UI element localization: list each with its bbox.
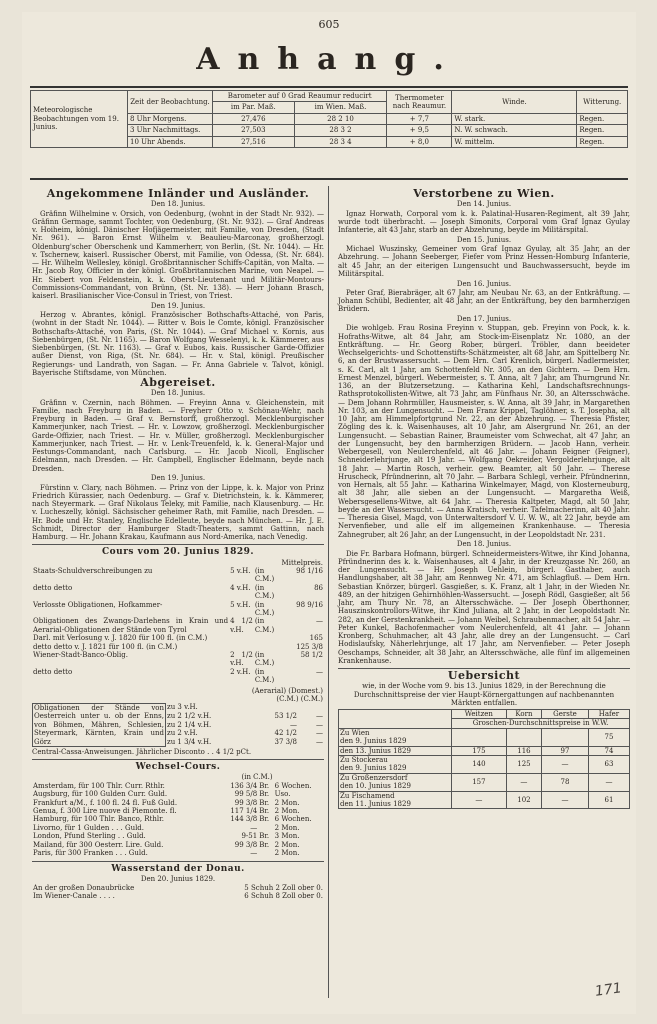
weather-rule: [30, 178, 628, 180]
arrivals-text: Gräfinn Wilhelmine v. Orsich, von Oedenburg, (wohnt in der Stadt Nr. 932). — Gräfinn Germage, sammt Tochter, von Oedenburg, (St. Nr. 932). — Graf Andreas v. Hoiheim, königl. Dänischer Hofjägermeister, mit Familie, von Dresden, (Stadt Nr. 961). — Baron Ernst Wilhelm v. Beaulieu-Marconay, großherzogl. Oldenburg'scher Oberschenk und Kammerherr, von Berlin, (St. Nr. 1044). — Hr. v. Tschernew, kaiserl. Russischer Oberst, mit Familie, von Odessa, (St. Nr. 684). — Hr. Wilhelm Wellesley, königl. Großbritannischer Schiffs-Capitän, von Malta. — Hr. Jacob Roy, Officier in der königl. Großbritannischen Marine, von Neapel. — Hr. Siebert von Feldenstein, k. k. Oberst-Lieutenant und Militär-Montours-Commissions-Commandant, von Brünn, (St. Nr. 138). — Herr Johann Brasch, kaiserl. Brasilianischer Vice-Consul in Triest, von Triest.: [32, 209, 324, 300]
overview-text: wie, in der Woche vom 9. bis 13. Junius 1829, in der Berechnung die Durchschnittspreise der vier Haupt-Körnergattungen auf nachbenannten Märkten entfallen.: [353, 682, 615, 707]
weather-row: 8 Uhr Morgens. 27,476 28 2 10 + 7,7 W. stark. Regen.: [31, 113, 628, 124]
column-divider: [328, 186, 329, 998]
wechsel-row: Amsterdam, für 100 Thlr. Curr. Rthlr. 136 3/4 Br. 6 Wochen.: [33, 781, 312, 790]
overview-row: Zu Stockerau den 9. Junius 1829 140 125 — 63: [339, 756, 630, 774]
wechsel-row: Paris, für 300 Franken . . . Guld. — 2 Mon.: [33, 849, 300, 858]
overview-row: Zu Wien den 9. Junius 1829 75: [339, 728, 630, 746]
wechsel-row: London, Pfund Sterling . . Guld. 9-51 Br. 3 Mon.: [33, 832, 300, 841]
course-row: Staats-Schuldverschreibungen zu 5 v.H. (in C.M.) 98 1/16: [33, 566, 323, 584]
page-number: 605: [318, 18, 340, 31]
stands-row: zu 1 3/4 v.H. 37 3/8 —: [167, 737, 323, 746]
wechsel-table: (in C.M.) Amsterdam, für 100 Thlr. Curr. Rthlr. 136 3/4 Br. 6 Wochen. Augsburg, für 100 Gulden Curr. Guld. 99 5/8 Br. Uso. Frankfurt a/M., f. 100 fl. 24 fl. Fuß Guld. 99 3/8 Br. 2 Mon. Genua, f. 300 Lire nuove di Piemonte. fl. 117 1/4 Br. 2 Mon. Hamburg, für 100 Thlr. Banco, Rthlr. 144 3/8 Br. 6 Wochen. Livorno, für 1 Gulden . . . Guld. — 2 Mon. London, Pfund Sterling . . Guld. 9-51 Br. 3 Mon. Mailand, für 300 Oesterr. Lire. Guld. 99 3/8 Br. 2 Mon. Paris, für 300 Franken . . . Guld. — 2 Mon.: [32, 773, 324, 857]
section-rule: [32, 759, 324, 760]
title-rule: [30, 86, 628, 88]
stands-row: zu 2 v.H. 42 1/2 —: [167, 729, 323, 738]
departures-title: Abgereiset.: [140, 376, 216, 389]
stands-row: Obligationen der Stände von Oesterreich unter u. ob der Enns, von Böhmen, Mähren, Schlesien, Steyermark, Kärnten, Krain und Görz zu 3 v.H.: [34, 703, 198, 746]
right-column: [338, 188, 630, 809]
deaths-date: Den 16. Junius.: [456, 279, 512, 288]
course-table: Mittelpreis. Staats-Schuldverschreibungen zu 5 v.H. (in C.M.) 98 1/16 detto detto 4 v.H. (in C.M.) 86 Verlosste Obligationen, Hofkammer- 5 v.H. (in C.M.) 98 9/16 Obligationen des Zwangs-Darlehens in Krain und Aerarial-Obligationen der Stände von Tyrol 4 1/2 v.H. (in C.M.) — Darl. mit Verlosung v. J. 1820 für 100 fl. (in C.M.) 165 detto detto v. J. 1821 für 100 fl. (in C.M.) 125 3/8 Wiener-Stadt-Banco-Oblig. 2 1/2 v.H. (in C.M.) 58 1/2 detto detto 2 v.H. (in C.M.) —: [33, 558, 323, 685]
newspaper-page: [22, 12, 636, 1014]
weather-h-wind: Winde.: [452, 91, 577, 114]
water-table: [32, 884, 324, 901]
deaths-title: Verstorbene zu Wien.: [413, 187, 555, 200]
course-row: Verlosste Obligationen, Hofkammer- 5 v.H. (in C.M.) 98 9/16: [33, 600, 323, 617]
stands-row: zu 2 1/4 v.H. — —: [167, 720, 323, 729]
departures-text: Gräfinn v. Czernin, nach Böhmen. — Freyinn Anna v. Gleichenstein, mit Familie, nach Freyburg in Baden. — Freyherr Otto v. Schönau-Wehr, nach Freyburg in Baden. — Graf v. Bernstorff, großherzogl. Mecklenburgischer Kammerjunker, nach Triest. — Hr. v. Lowzow, großherzogl. Mecklenburgischer Garde-Offizier, nach Triest. — Hr. v. Müller, großherzogl. Mecklenburgischer Kammerjunker, nach Triest. — Hr. v. Lenk-Treuenfeld, k. k. General-Major und Festungs-Commandant, nach Carlsburg. — Hr. Jacob Nicoll, Englischer Edelmann, nach Dresden. — Hr. Campbell, Englischer Edelmann, beyde nach Dresden.: [32, 398, 324, 473]
arrivals-date: Den 19. Junius.: [150, 301, 206, 310]
archive-stamp: 171: [594, 980, 623, 1000]
water-row: An der großen Donaubrücke 5 Schuh 2 Zoll ober 0.: [33, 884, 323, 892]
overview-h: Korn: [506, 710, 541, 719]
course-title: Cours vom 20. Junius 1829.: [101, 547, 255, 558]
course-row: detto detto v. J. 1821 für 100 fl. (in C.M.) 125 3/8: [33, 642, 323, 651]
water-row: Im Wiener-Canale . . . . 6 Schuh 8 Zoll ober 0.: [33, 892, 323, 901]
wechsel-row: Augsburg, für 100 Gulden Curr. Guld. 99 5/8 Br. Uso.: [33, 790, 291, 799]
arrivals-date: Den 18. Junius.: [150, 200, 206, 209]
wechsel-row: Livorno, für 1 Gulden . . . Guld. — 2 Mon.: [33, 823, 300, 832]
departures-date: Den 18. Junius.: [150, 389, 206, 398]
deaths-text: Ignaz Horwath, Corporal vom k. k. Palatinal-Husaren-Regiment, alt 39 Jahr, wurde todt überbracht. — Joseph Simonits, Corporal vom Graf Ignaz Gyulay Infanterie, alt 43 Jahr, starb an der Abzehrung, beyde im Militärspital.: [338, 209, 630, 234]
weather-h-wien: im Wien. Maß.: [294, 102, 387, 113]
page-title: Anhang.: [196, 42, 462, 77]
weather-h-weather: Witterung.: [577, 91, 628, 114]
course-row: detto detto 2 v.H. (in C.M.) —: [33, 667, 323, 685]
wechsel-row: Mailand, für 300 Oesterr. Lire. Guld. 99 3/8 Br. 2 Mon.: [33, 840, 300, 849]
weather-h-par: im Par. Maß.: [213, 102, 295, 113]
overview-h: Weitzen: [452, 710, 507, 719]
deaths-date: Den 18. Junius.: [456, 540, 512, 549]
deaths-date: Den 15. Junius.: [456, 235, 512, 244]
deaths-date: Den 17. Junius.: [456, 315, 512, 323]
weather-table: [30, 90, 628, 148]
deaths-text: Die Fr. Barbara Hofmann, bürgerl. Schneidermeisters-Witwe, ihr Kind Johanna, Pfründnerinn des k. k. Waisenhauses, alt 4 Jahr, in der Kreuzgasse Nr. 260, an der Lungensucht. — Hr. Joseph Uehlein, bürgerl. Gasthaber, auch Handlungshaber, alt 38 Jahr, am Rennweg Nr. 471, am Schlagfluß. — Dem Hrn. Sebastian Knörzer, bürgerl. Gasgießer, s. K. Franz, alt 1 Jahr, in der Wieden Nr. 489, an der hitzigen Gehirnhöhlen-Wassersucht. — Joseph Rödl, Gasgießer, alt 56 Jahr, am Thury Nr. 78, an Altersschwäche. — Der Joseph Oberthonner, Hauszinskontrollors-Witwe, ihr Kind Juliana, alt 2 Jahr, in der Leopoldstadt Nr. 282, an der Gerstenkrankheit. — Johann Weibel, Schraubenmacher, alt 54 Jahr. — Peter Kunkel, Bachofenmacher vom Neulerchenfeld, alt 41 Jahr. — Johann Kronberg, Schuhmacher, alt 43 Jahr, alle drey an der Lungensucht. — Carl Hodislaufsky, Näherlehrjunge, alt 17 Jahr, am Nervenfieber. — Peter Joseph Oeschamps, Schneider, alt 38 Jahr, an Altersschwäche, alle fünf im allgemeinen Krankenhause.: [338, 549, 630, 665]
central-cassa: Central-Cassa-Anweisungen. Jährlicher Disconto . . 4 1/2 pCt.: [32, 747, 252, 756]
deaths-text: Michael Wuszinsky, Gemeiner vom Graf Ignaz Gyulay, alt 35 Jahr, an der Abzehrung. — Johann Seeberger, Fiefer vom Prinz Hessen-Homburg Infanterie, alt 45 Jahr, an der eiterigen Lungensucht und Bauchwassersucht, beyde im Militärspital.: [338, 245, 630, 278]
wechsel-row: Hamburg, für 100 Thlr. Banco, Rthlr. 144 3/8 Br. 6 Wochen.: [33, 815, 312, 824]
overview-title: Uebersicht: [447, 669, 521, 682]
arrivals-text: Herzog v. Abrantes, königl. Französischer Bothschafts-Attaché, von Paris, (wohnt in der Stadt Nr. 1044). — Ritter v. Bois le Comte, königl. Französischer Bothschafts-Attaché, von Paris, (St. Nr. 1044). — Graf Michael v. Kornis, aus Siebenbürgen, (St. Nr. 1165). — Baron Wolfgang Wesselenyi, k. k. Kämmerer, aus Siebenbürgen, (St. Nr. 1163). — Graf v. Eubos, kais. Russischer Garde-Offizier außer Dienst, von Riga, (St. Nr. 684). — Hr. v. Stal, königl. Preußischer Regierungs- und Landrath, von Sagan. — Fr. Anna Gabriele v. Talvot, königl. Bayerische Stiftsdame, von München.: [32, 311, 324, 377]
wechsel-title: Wechsel-Cours.: [135, 762, 221, 773]
overview-row: den 13. Junius 1829 175 116 97 74: [339, 746, 630, 755]
water-date: Den 20. Junius 1829.: [140, 874, 216, 883]
overview-table: [338, 709, 630, 809]
weather-h-baro: Barometer auf 0 Grad Reaumur reducirt: [213, 91, 387, 102]
section-rule: [32, 544, 324, 545]
course-row: Wiener-Stadt-Banco-Oblig. 2 1/2 v.H. (in C.M.) 58 1/2: [33, 650, 323, 668]
overview-row: Zu Fischamend den 11. Junius 1829 — 102 — 61: [339, 791, 630, 809]
weather-label: Meteorologische Beobachtungen vom 19. Junius.: [31, 91, 128, 148]
stands-row: zu 2 1/2 v.H. 53 1/2 —: [167, 712, 323, 720]
weather-row: 3 Uhr Nachmittags. 27,503 28 3 2 + 9,5 N. W. schwach. Regen.: [31, 125, 628, 136]
overview-h: Hafer: [588, 710, 629, 719]
arrivals-title: Angekommene Inländer und Ausländer.: [46, 187, 310, 200]
section-rule: [32, 861, 324, 862]
course-row: detto detto 4 v.H. (in C.M.) 86: [33, 583, 323, 601]
departures-date: Den 19. Junius.: [150, 474, 206, 483]
deaths-date: Den 14. Junius.: [456, 200, 512, 209]
deaths-text: Peter Graf, Bierabräger, alt 67 Jahr, am Neubau Nr. 63, an der Entkräftung. — Johann Schübl, Bedienter, alt 48 Jahr, an der Entkräftung, bey den barmherzigen Brüdern.: [338, 288, 630, 314]
stands-table: (Aerarial) (Domest.) (C.M.) (C.M.) Obligationen der Stände von Oesterreich unter u. ob der Enns, von Böhmen, Mähren, Schlesien, Steyermark, Kärnten, Krain und Görz zu 3 v.H. zu 2 1/2 v.H. 53 1/2 — zu 2 1/4 v.H. — — zu 2 v.H. 42 1/2 — zu 1 3/4 v.H. 37 3/8 —: [34, 686, 323, 746]
wechsel-row: Genua, f. 300 Lire nuove di Piemonte. fl. 117 1/4 Br. 2 Mon.: [33, 807, 300, 816]
deaths-text: Die wohlgeb. Frau Rosina Freyinn v. Stuppan, geb. Freyinn von Pock, k. k. Hofraths-Witwe, alt 84 Jahr, am Stock-im-Eisenplatz Nr. 1080, an der Entkräftung. — Hr. Georg Rober, bürgerl. Tröbler, dann beeideter Wechselgerichts- und Schottenstifts-Schätzmeister, alt 68 Jahr, am Spittelberg Nr. 6, an der Brustwassersucht. — Dem Hrn. Carl Krenlich, bürgerl. Nadlermeister, s. K. Carl, alt 1 Jahr, am Schottenfeld Nr. 305, an den Gichtern. — Dem Hrn. Ernest Menzel, bürgerl. Webermeister, s. T. Anna, alt 7 Jahr, am Thurngrund Nr. 136, an der Blutzersetzung. — Katharina Kehl, Landschaftsrechnungs-Rathsprotokollisten-Witwe, alt 73 Jahr, am Fünfhaus Nr. 30, an Altersschwäche. — Dem Johann Rohrmüller, Hausmeister, s. W. Anna, alt 39 Jahr, in Margarethen Nr. 103, an der Lungensucht. — Dem Franz Krippel, Taglöhner, s. T. Josepha, alt 10 Jahr, am Himmelpfortgrund Nr. 22, an der Abzehrung. — Theresia Pfister, Zögling des k. k. Waisenhauses, alt 10 Jahr, am Alsergrund Nr. 261, an der Lungensucht. — Sebastian Rainer, Braumeister vom Schwechat, alt 47 Jahr, an der Lungensucht, bey den barmherzigen Brüdern. — Jacob Hann, verheir. Webergesell, von Neulerchenfeld, alt 46 Jahr. — Johann Feigner (Feigner), Schneiderlehrjunge, alt 19 Jahr. — Wolfgang Oekreider, Vergolderlehrjunge, alt 18 Jahr. — Martin Rosch, verheir. gew. Beamter, alt 50 Jahr. — Therese Hruscheck, Pfründnerinn, alt 70 Jahr. — Barbara Schlegl, verheir. Pfründnerinn, von Hernals, alt 55 Jahr. — Katharina Winkelmayer, Magd, von Klosterneuburg, alt 38 Jahr, alle sieben an der Lungensucht. — Margaretha Weiß, Webersgesellens-Witwe, alt 64 Jahr. — Theresia Kaltpeter, Magd, alt 50 Jahr, beyde an der Wassersucht. — Anna Kratisch, verheir. Tafelmacherinn, alt 40 Jahr. — Theresia Gisel, Magd, von Unterwaltersdorf V. U. W. W., alt 22 Jahr, beyde am Nervenfieber, und alle elf im allgemeinen Krankenhause. — Theresia Zahnegruber, alt 26 Jahr, an der Lungensucht, in der Leopoldstadt Nr. 231.: [338, 324, 630, 539]
overview-row: Zu Großenzersdorf den 10. Junius 1829 157 — 78 —: [339, 773, 630, 791]
water-title: Wasserstand der Donau.: [111, 863, 245, 874]
wechsel-row: Frankfurt a/M., f. 100 fl. 24 fl. Fuß Guld. 99 3/8 Br. 2 Mon.: [33, 798, 300, 807]
left-column: [32, 188, 324, 901]
overview-sub: Groschen-Durchschnittspreise in W.W.: [452, 719, 630, 728]
weather-h-thermo: Thermometer nach Reaumur.: [387, 91, 452, 114]
course-row: Darl. mit Verlosung v. J. 1820 für 100 fl. (in C.M.) 165: [33, 634, 323, 643]
course-row: Obligationen des Zwangs-Darlehens in Krain und Aerarial-Obligationen der Stände von Tyrol 4 1/2 v.H. (in C.M.) —: [33, 617, 323, 634]
weather-h-time: Zeit der Beobachtung.: [128, 91, 213, 114]
overview-h: Gerste: [542, 710, 589, 719]
weather-row: 10 Uhr Abends. 27,516 28 3 4 + 8,0 W. mittelm. Regen.: [31, 136, 628, 147]
departures-text: Fürstinn v. Clary, nach Böhmen. — Prinz von der Lippe, k. k. Major von Prinz Friedrich Kürassier, nach Oedenburg. — Graf v. Dietrichstein, k. k. Kämmerer, nach Steyermark. — Graf Nikolaus Teleky, mit Familie, nach Klausenburg. — Hr. v. Lucheszelly, königl. Sächsischer geheimer Rath, mit Familie, nach Dresden. — Hr. Bode und Hr. Stanley, Englische Edelleute, beyde nach München. — Hr. J. E. Schmidt, Director der Hamburger Stadt-Theaters, sammt Gattinn, nach Hamburg. — Hr. Johann Krakau, Kaufmann aus Nord-Amerika, nach Venedig.: [32, 483, 324, 541]
